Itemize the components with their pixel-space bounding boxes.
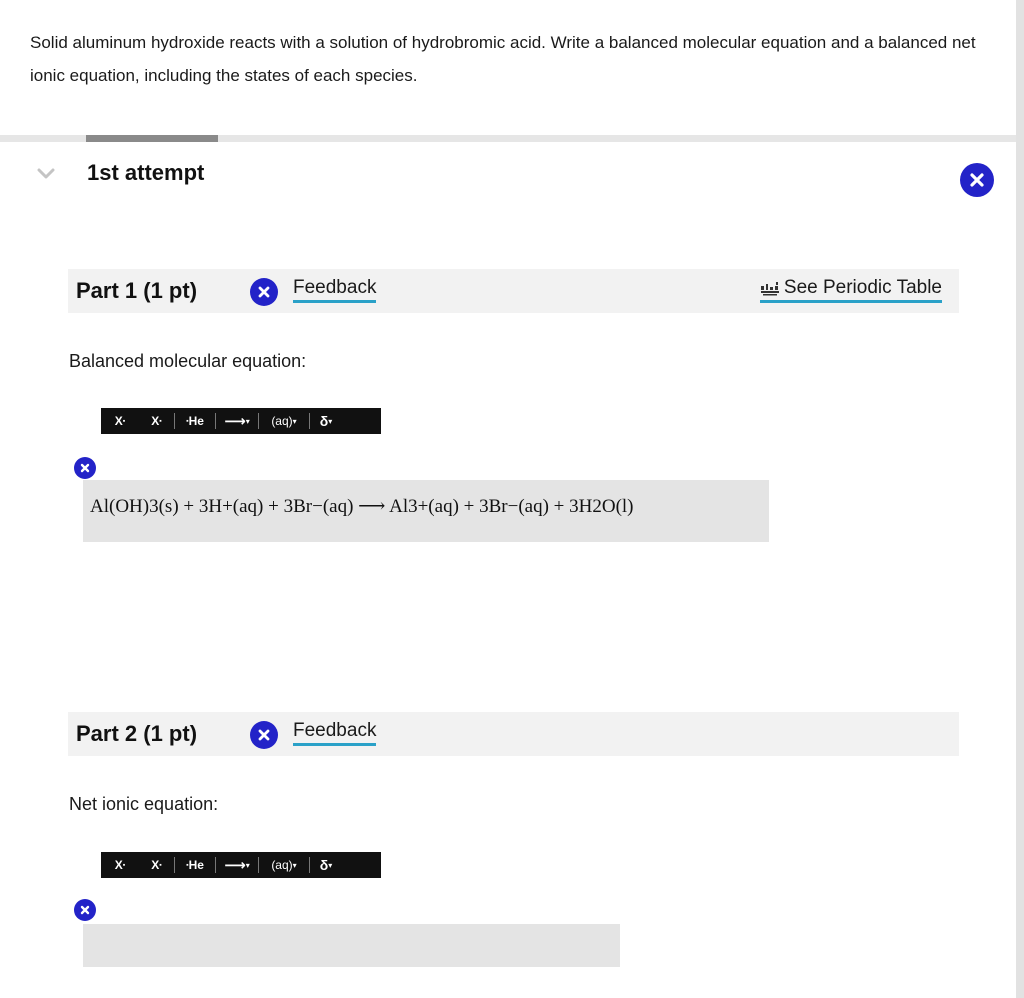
- part-2-header: [68, 712, 959, 756]
- part-1-title: Part 1 (1 pt): [76, 278, 198, 303]
- close-icon: [74, 899, 96, 921]
- part-1-prompt: Balanced molecular equation:: [69, 351, 307, 371]
- attempt-title[interactable]: 1st attempt: [87, 160, 205, 185]
- arrow-button[interactable]: ⟶ ▾: [224, 413, 250, 430]
- delta-button[interactable]: δ ▾: [319, 413, 333, 429]
- molecular-equation: Al(OH)3(s) + 3H+(aq) + 3Br−(aq) ⟶ Al3+(aq) + 3Br−(aq) + 3H2O(l): [90, 496, 634, 517]
- feedback-link[interactable]: Feedback: [293, 277, 376, 303]
- net-ionic-equation-answer[interactable]: [83, 924, 620, 967]
- scrollbar-track: [1016, 0, 1024, 998]
- superscript-button[interactable]: X ▪: [114, 858, 126, 872]
- question-text: Solid aluminum hydroxide reacts with a solution of hydrobromic acid. Write a balanced molecular equation and a balanced net ionic equation, including the states of each species.: [30, 33, 976, 85]
- subscript-button[interactable]: X ▪: [151, 414, 162, 428]
- periodic-table-label: See Periodic Table: [783, 277, 942, 298]
- feedback-link[interactable]: Feedback: [293, 720, 376, 746]
- close-icon: [250, 278, 278, 306]
- periodic-table-link[interactable]: [760, 277, 942, 303]
- superscript-button[interactable]: X ▪: [114, 414, 126, 428]
- state-button[interactable]: (aq) ▾: [271, 858, 297, 872]
- part-2-title: Part 2 (1 pt): [76, 721, 198, 746]
- attempt-tab-indicator[interactable]: [86, 135, 218, 142]
- part-2-prompt: Net ionic equation:: [69, 794, 219, 814]
- chevron-down-icon[interactable]: [37, 167, 55, 181]
- equation-toolbar: [101, 408, 381, 434]
- molecular-equation-answer[interactable]: [83, 480, 769, 542]
- element-button[interactable]: ▪ He: [186, 414, 204, 428]
- subscript-button[interactable]: X ▪: [151, 858, 162, 872]
- delta-button[interactable]: δ ▾: [319, 857, 333, 873]
- part-1-header: [68, 269, 959, 313]
- close-icon: [74, 457, 96, 479]
- arrow-button[interactable]: ⟶ ▾: [224, 857, 250, 874]
- periodic-table-icon: [760, 280, 780, 296]
- close-icon[interactable]: [960, 163, 994, 197]
- close-icon: [250, 721, 278, 749]
- state-button[interactable]: (aq) ▾: [271, 414, 297, 428]
- equation-toolbar: [101, 852, 381, 878]
- element-button[interactable]: ▪ He: [186, 858, 204, 872]
